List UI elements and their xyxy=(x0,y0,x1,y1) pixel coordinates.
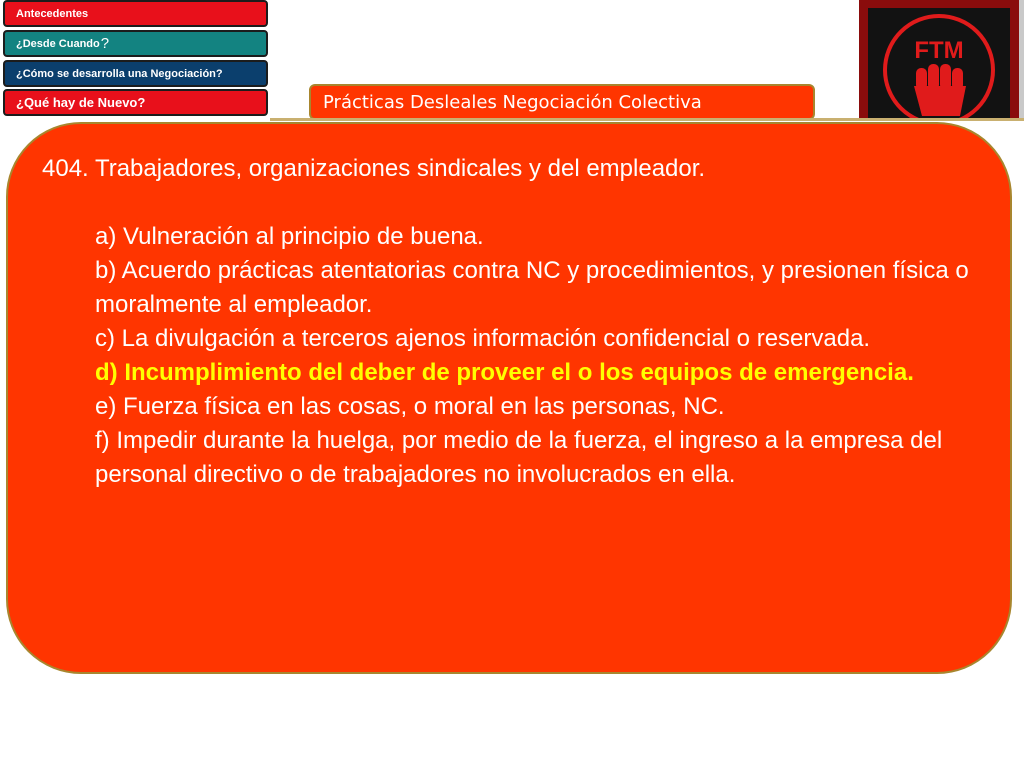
list-item-b: b) Acuerdo prácticas atentatorias contra NC y procedimientos, y presionen física o moralmente al empleador. xyxy=(95,257,969,318)
nav-button-como-se-desarrolla[interactable] xyxy=(3,60,268,87)
nav-button-desde-cuando[interactable] xyxy=(3,30,268,57)
list-item-e: e) Fuerza física en las cosas, o moral en las personas, NC. xyxy=(95,393,725,420)
nav-button-que-hay-de-nuevo[interactable] xyxy=(3,89,268,116)
nav-label: ¿Qué hay de Nuevo? xyxy=(16,95,146,110)
slide-title: Prácticas Desleales Negociación Colectiva xyxy=(323,91,702,113)
fist-emblem-icon xyxy=(868,8,1010,118)
list-item-a: a) Vulneración al principio de buena. xyxy=(95,223,484,250)
nav-label-suffix: ? xyxy=(100,35,110,52)
right-edge-strip xyxy=(1019,0,1024,118)
list-item-d-highlighted: d) Incumplimiento del deber de proveer el o los equipos de emergencia. xyxy=(95,359,914,386)
content-text xyxy=(42,152,972,492)
list-item-c: c) La divulgación a terceros ajenos información confidencial o reservada. xyxy=(95,325,871,352)
article-heading: 404. Trabajadores, organizaciones sindicales y del empleador. xyxy=(42,155,706,182)
ftm-logo xyxy=(859,0,1019,118)
nav-label: Antecedentes xyxy=(16,7,89,20)
nav-button-antecedentes[interactable] xyxy=(3,0,268,27)
logo-text: FTM xyxy=(914,37,964,64)
nav-label: ¿Cómo se desarrolla una Negociación? xyxy=(16,67,223,80)
logo-inner-panel xyxy=(868,8,1010,118)
list-item-f: f) Impedir durante la huelga, por medio de la fuerza, el ingreso a la empresa del personal directivo o de trabajadores no involucrados en ella. xyxy=(95,427,943,488)
nav-label: ¿Desde Cuando xyxy=(16,37,100,50)
slide-title-tab xyxy=(309,84,815,120)
header-separator xyxy=(270,118,1024,121)
